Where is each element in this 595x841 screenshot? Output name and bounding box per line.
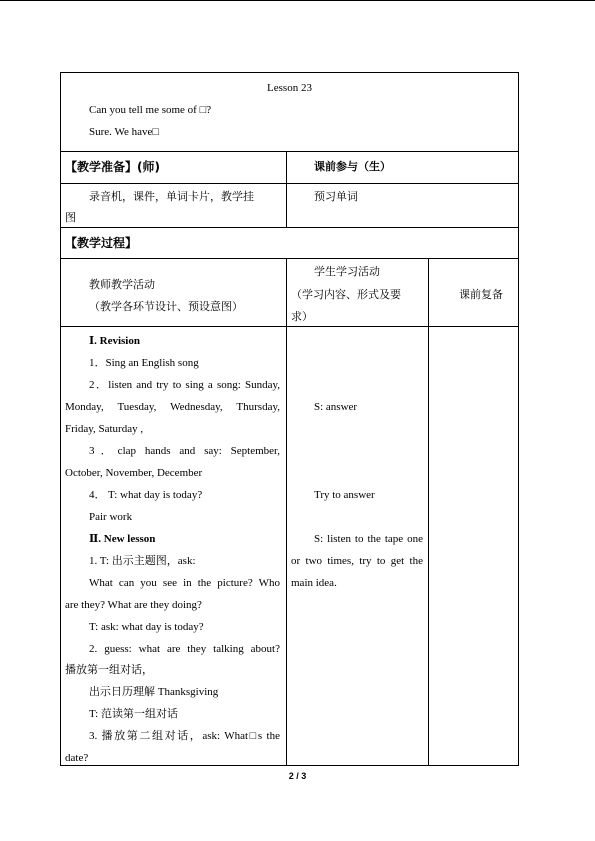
- teacher-col-subheader: （教学各环节设计、预设意图）: [89, 300, 243, 313]
- activity-line: are they? What are they doing?: [65, 599, 202, 611]
- student-activity-line: Try to answer: [314, 489, 375, 501]
- table-rule: [286, 151, 287, 228]
- teacher-prep-line: 图: [65, 211, 76, 224]
- table-border-right: [518, 72, 519, 766]
- activity-line: What can you see in the picture? Who: [89, 577, 280, 589]
- activity-line: date?: [65, 752, 89, 764]
- key-sentence: Can you tell me some of □?: [89, 104, 212, 116]
- key-sentence: Sure. We have□: [89, 126, 160, 138]
- student-activity-line: S: answer: [314, 401, 358, 413]
- process-header: 【教学过程】: [65, 236, 138, 250]
- activity-line: 3．clap hands and say: September,: [89, 445, 280, 457]
- table-rule: [286, 258, 287, 766]
- table-rule: [60, 258, 519, 259]
- student-prep: 预习单词: [314, 190, 358, 203]
- activity-line: Pair work: [89, 511, 133, 523]
- page-top-rule: [0, 0, 595, 1]
- activity-line: 出示日历理解 Thanksgiving: [89, 686, 219, 698]
- table-rule: [60, 326, 519, 327]
- student-activity-line: main idea.: [291, 577, 337, 589]
- table-rule: [60, 151, 519, 152]
- teacher-col-header: 教师教学活动: [89, 278, 155, 291]
- activity-line: 3. 播放第二组对话，ask: What□s the: [89, 730, 280, 742]
- table-border-bottom: [60, 765, 519, 766]
- student-activity-line: S: listen to the tape one: [314, 533, 423, 545]
- activity-line: T: ask: what day is today?: [89, 621, 204, 633]
- section-heading: Ⅰ. Revision: [89, 335, 140, 347]
- teacher-prep-line: 录音机，课件，单词卡片，教学挂: [89, 190, 254, 203]
- table-border-left: [60, 72, 61, 766]
- page-number: 2 / 3: [288, 771, 307, 781]
- activity-line: 1．Sing an English song: [89, 357, 199, 369]
- table-rule: [428, 258, 429, 766]
- pre-participation-header: 课前参与（生）: [314, 160, 391, 173]
- activity-line: 1. T: 出示主题图，ask:: [89, 555, 196, 567]
- activity-line: 2．listen and try to sing a song: Sunday,: [89, 379, 280, 391]
- activity-line: October, November, December: [65, 467, 203, 479]
- student-col-header: 学生学习活动: [314, 265, 380, 278]
- activity-line: T: 范读第一组对话: [89, 708, 178, 720]
- prep-header: 【教学准备】(师): [65, 160, 160, 174]
- activity-line: Friday, Saturday ,: [65, 423, 144, 435]
- lesson-title: Lesson 23: [267, 82, 312, 94]
- activity-line: 播放第一组对话，: [65, 664, 153, 676]
- table-border-top: [60, 72, 519, 73]
- table-rule: [60, 227, 519, 228]
- student-col-subheader: （学习内容、形式及要: [291, 288, 401, 301]
- student-col-subheader: 求）: [291, 310, 313, 323]
- table-rule: [60, 183, 519, 184]
- activity-line: 4． T: what day is today?: [89, 489, 203, 501]
- activity-line: 2. guess: what are they talking about?: [89, 643, 280, 655]
- review-col-header: 课前复备: [459, 288, 503, 301]
- activity-line: Monday, Tuesday, Wednesday, Thursday,: [65, 401, 280, 413]
- section-heading: Ⅱ. New lesson: [89, 533, 156, 545]
- student-activity-line: or two times, try to get the: [291, 555, 423, 567]
